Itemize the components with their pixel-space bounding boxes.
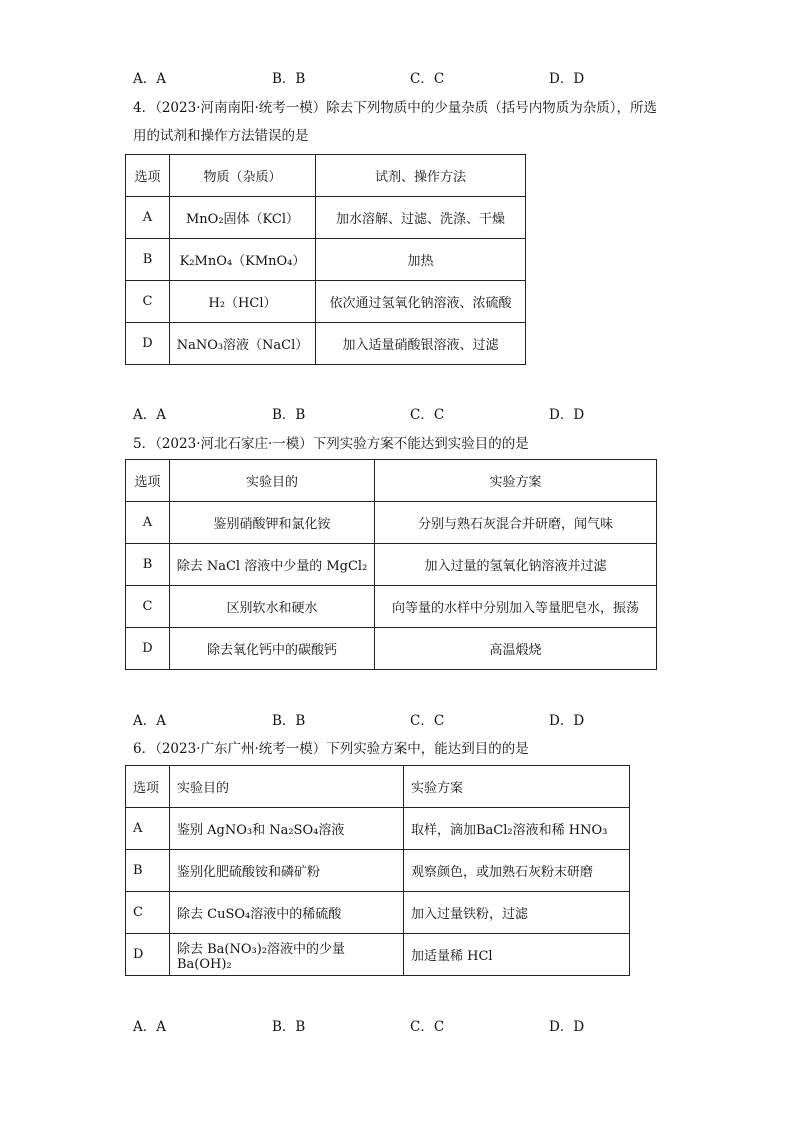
answer-options-q4 bbox=[133, 403, 653, 421]
option-d[interactable]: D．D bbox=[549, 1019, 585, 1035]
row-goal: 鉴别化肥硫酸铵和磷矿粉 bbox=[170, 850, 404, 892]
row-option: A bbox=[126, 197, 170, 239]
row-option: B bbox=[126, 850, 170, 892]
option-d[interactable]: D．D bbox=[549, 713, 585, 729]
question-4-table bbox=[125, 154, 526, 365]
row-option: A bbox=[126, 808, 170, 850]
row-method: 依次通过氢氧化钠溶液、浓硫酸 bbox=[316, 281, 526, 323]
row-plan: 分别与熟石灰混合并研磨，闻气味 bbox=[375, 502, 657, 544]
answer-options-q5 bbox=[133, 709, 653, 727]
row-substance: H₂（HCl） bbox=[170, 281, 316, 323]
option-d[interactable]: D．D bbox=[549, 71, 585, 87]
table-row bbox=[126, 544, 657, 586]
header-method: 试剂、操作方法 bbox=[316, 155, 526, 197]
option-a[interactable]: A．A bbox=[133, 407, 166, 423]
header-option: 选项 bbox=[126, 155, 170, 197]
answer-options-q6 bbox=[133, 1015, 653, 1033]
question-5-table bbox=[125, 459, 657, 670]
table-row bbox=[126, 586, 657, 628]
option-c[interactable]: C．C bbox=[410, 713, 445, 729]
row-goal: 鉴别硝酸钾和氯化铵 bbox=[170, 502, 375, 544]
header-option: 选项 bbox=[126, 460, 170, 502]
option-b[interactable]: B．B bbox=[272, 1019, 306, 1035]
header-plan: 实验方案 bbox=[404, 766, 630, 808]
header-substance: 物质（杂质） bbox=[170, 155, 316, 197]
question-4-title-line2: 用的试剂和操作方法错误的是 bbox=[133, 128, 309, 144]
option-a[interactable]: A．A bbox=[133, 713, 166, 729]
table-header-row bbox=[126, 766, 630, 808]
row-plan: 向等量的水样中分别加入等量肥皂水，振荡 bbox=[375, 586, 657, 628]
row-plan: 观察颜色，或加熟石灰粉末研磨 bbox=[404, 850, 630, 892]
row-plan: 加适量稀 HCl bbox=[404, 934, 630, 976]
row-goal: 除去 NaCl 溶液中少量的 MgCl₂ bbox=[170, 544, 375, 586]
header-goal: 实验目的 bbox=[170, 766, 404, 808]
table-row bbox=[126, 281, 526, 323]
row-option: C bbox=[126, 586, 170, 628]
header-goal: 实验目的 bbox=[170, 460, 375, 502]
table-row bbox=[126, 323, 526, 365]
table-row bbox=[126, 808, 630, 850]
option-d[interactable]: D．D bbox=[549, 407, 585, 423]
row-goal: 除去 Ba(NO₃)₂溶液中的少量 Ba(OH)₂ bbox=[170, 934, 404, 976]
row-option: C bbox=[126, 892, 170, 934]
option-a[interactable]: A．A bbox=[133, 1019, 166, 1035]
option-b[interactable]: B．B bbox=[272, 407, 306, 423]
question-4-title-line1: 4．（2023·河南南阳·统考一模）除去下列物质中的少量杂质（括号内物质为杂质），所选 bbox=[133, 100, 658, 116]
row-goal: 区别软水和硬水 bbox=[170, 586, 375, 628]
row-goal: 除去氧化钙中的碳酸钙 bbox=[170, 628, 375, 670]
option-b[interactable]: B．B bbox=[272, 713, 306, 729]
table-row bbox=[126, 239, 526, 281]
row-plan: 加入过量的氢氧化钠溶液并过滤 bbox=[375, 544, 657, 586]
row-plan: 取样，滴加BaCl₂溶液和稀 HNO₃ bbox=[404, 808, 630, 850]
row-option: A bbox=[126, 502, 170, 544]
row-substance: NaNO₃溶液（NaCl） bbox=[170, 323, 316, 365]
question-5-title: 5．（2023·河北石家庄·一模）下列实验方案不能达到实验目的的是 bbox=[133, 436, 529, 452]
row-option: D bbox=[126, 934, 170, 976]
option-a[interactable]: A．A bbox=[133, 71, 166, 87]
row-method: 加水溶解、过滤、洗涤、干燥 bbox=[316, 197, 526, 239]
row-option: C bbox=[126, 281, 170, 323]
row-option: B bbox=[126, 544, 170, 586]
table-row bbox=[126, 502, 657, 544]
row-substance: K₂MnO₄（KMnO₄） bbox=[170, 239, 316, 281]
row-option: B bbox=[126, 239, 170, 281]
question-6-title: 6．（2023·广东广州·统考一模）下列实验方案中，能达到目的的是 bbox=[133, 741, 529, 757]
header-option: 选项 bbox=[126, 766, 170, 808]
row-goal: 鉴别 AgNO₃和 Na₂SO₄溶液 bbox=[170, 808, 404, 850]
option-c[interactable]: C．C bbox=[410, 1019, 445, 1035]
answer-options-prev bbox=[133, 67, 653, 85]
table-row bbox=[126, 628, 657, 670]
row-method: 加热 bbox=[316, 239, 526, 281]
table-row bbox=[126, 892, 630, 934]
question-4-title bbox=[133, 94, 668, 150]
option-c[interactable]: C．C bbox=[410, 71, 445, 87]
table-header-row bbox=[126, 460, 657, 502]
table-row bbox=[126, 850, 630, 892]
row-option: D bbox=[126, 323, 170, 365]
row-substance: MnO₂固体（KCl） bbox=[170, 197, 316, 239]
option-c[interactable]: C．C bbox=[410, 407, 445, 423]
question-6-table bbox=[125, 765, 630, 976]
row-goal: 除去 CuSO₄溶液中的稀硫酸 bbox=[170, 892, 404, 934]
table-header-row bbox=[126, 155, 526, 197]
row-option: D bbox=[126, 628, 170, 670]
table-row bbox=[126, 197, 526, 239]
header-plan: 实验方案 bbox=[375, 460, 657, 502]
row-plan: 加入过量铁粉，过滤 bbox=[404, 892, 630, 934]
table-row bbox=[126, 934, 630, 976]
row-plan: 高温煅烧 bbox=[375, 628, 657, 670]
row-method: 加入适量硝酸银溶液、过滤 bbox=[316, 323, 526, 365]
option-b[interactable]: B．B bbox=[272, 71, 306, 87]
